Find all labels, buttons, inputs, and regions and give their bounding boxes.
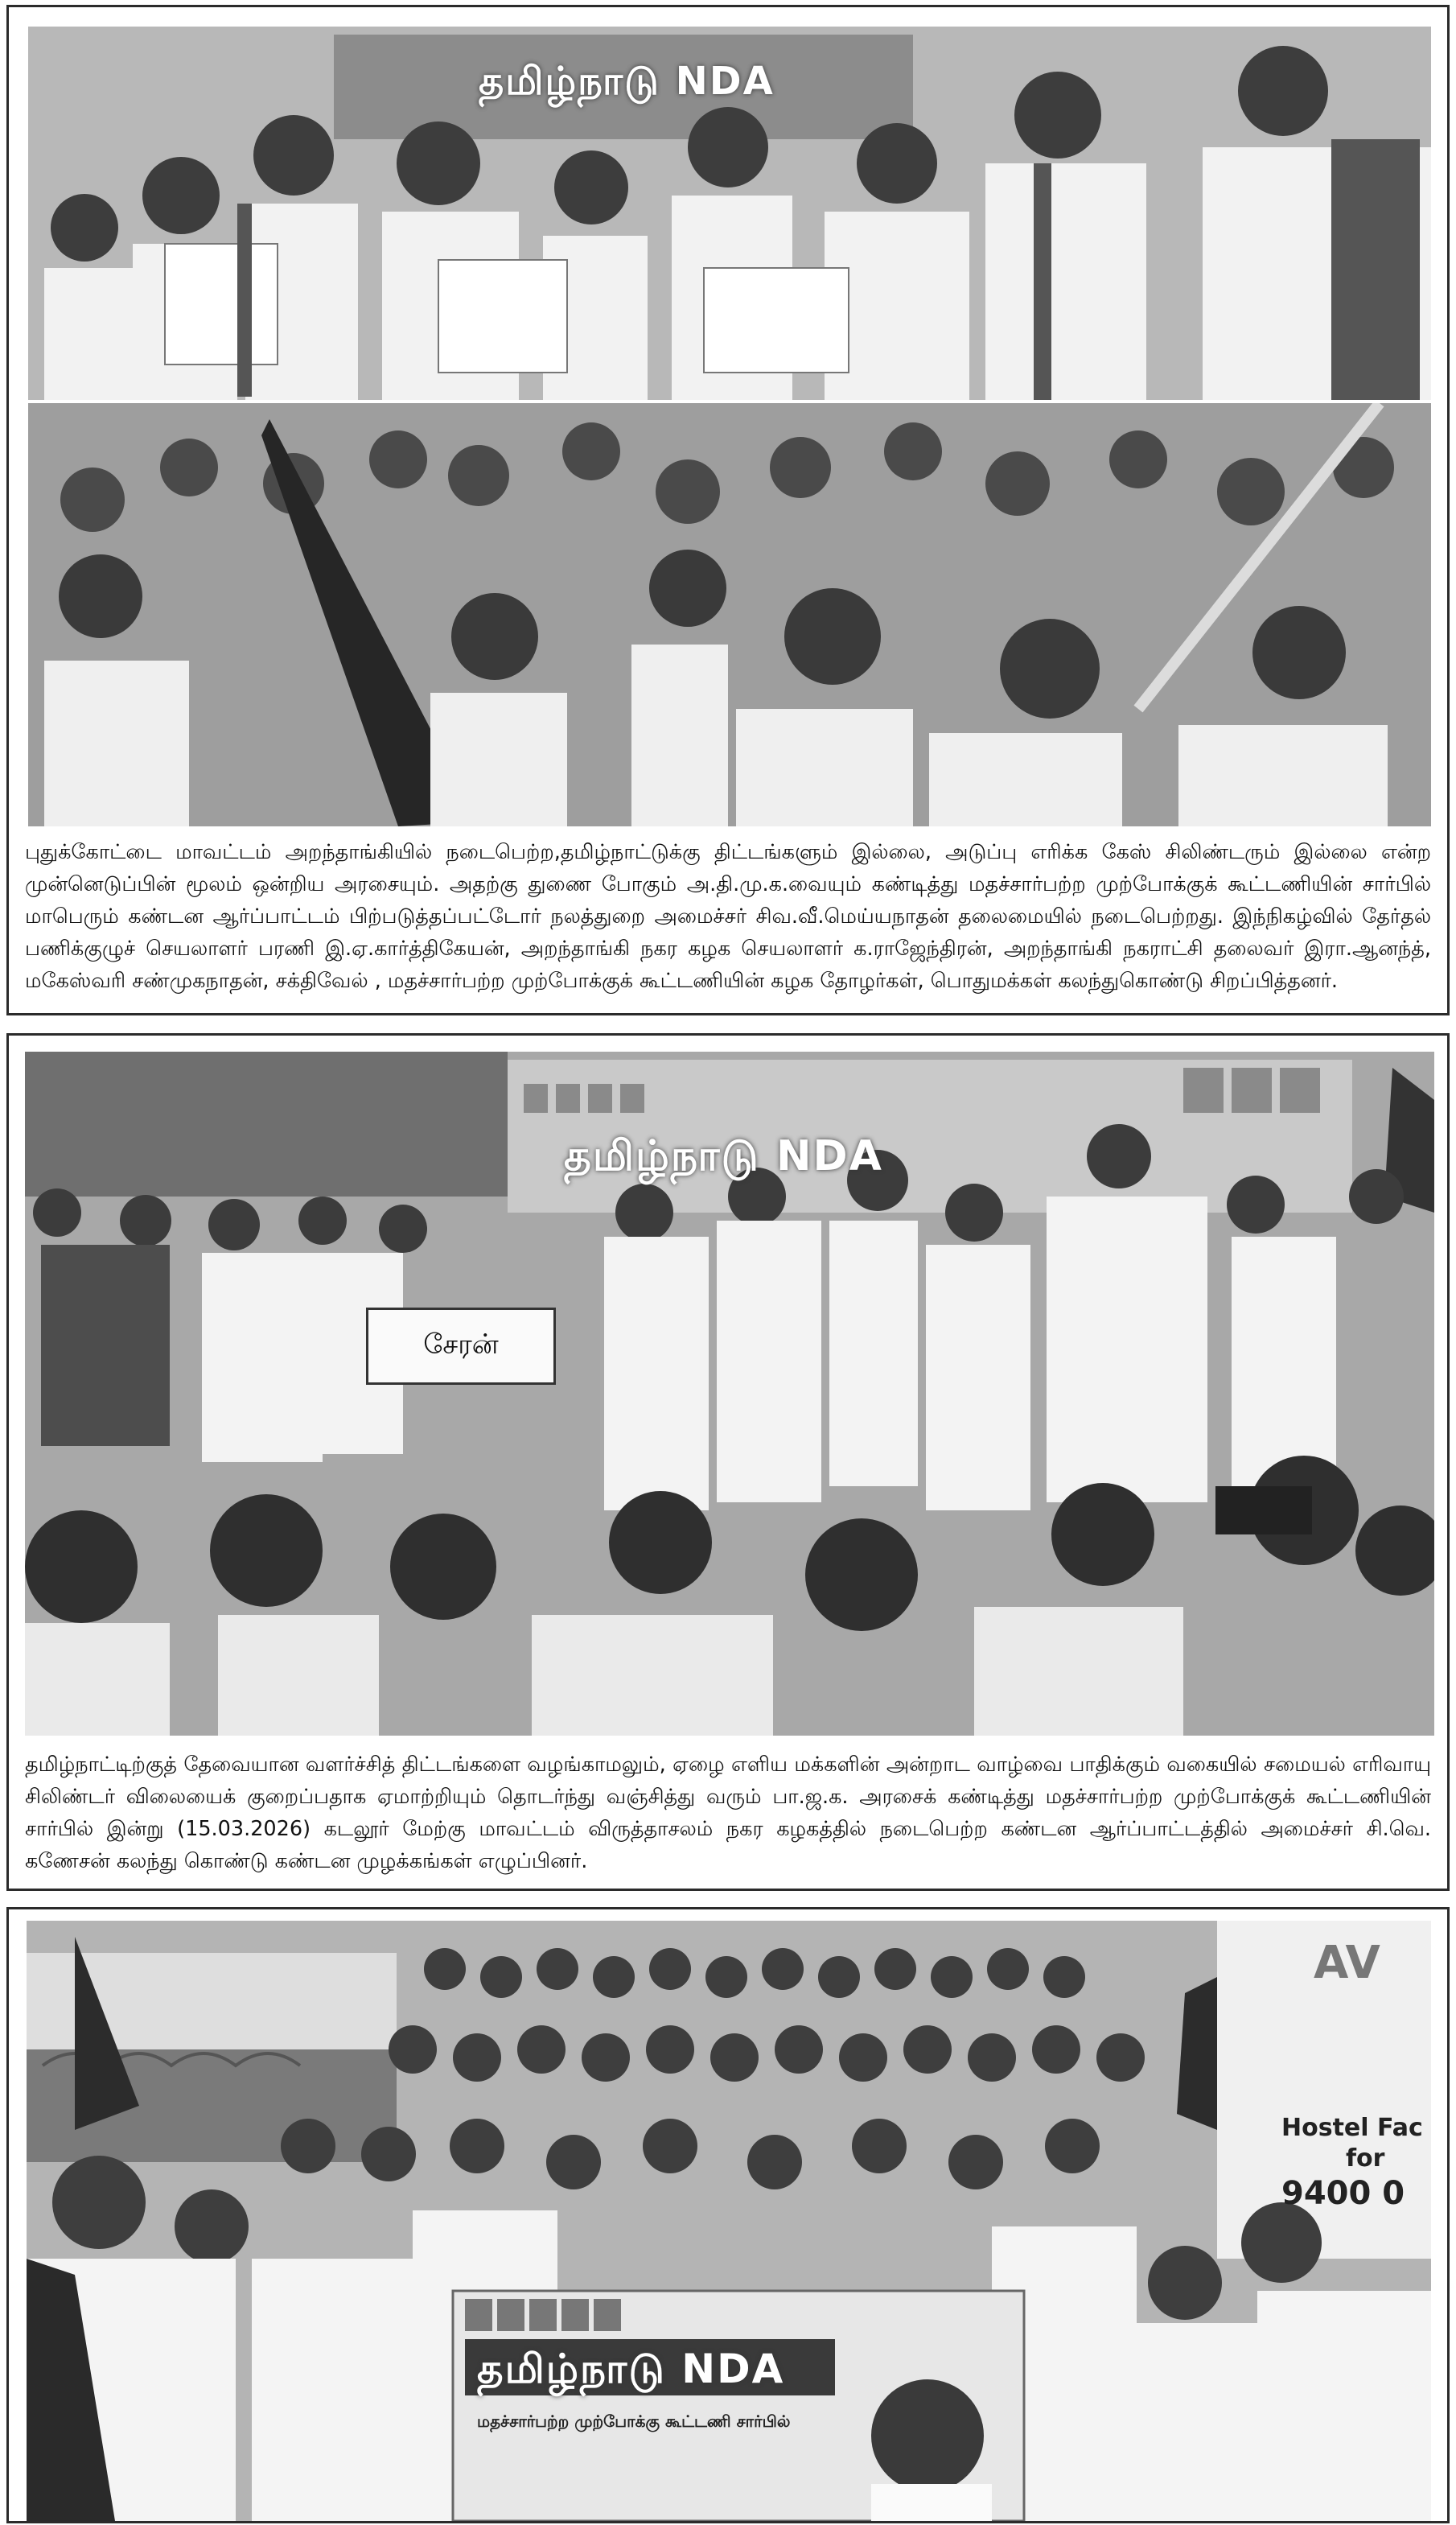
podium-sign: சேரன்	[366, 1308, 556, 1385]
protest-banner-title: தமிழ்நாடு NDA	[477, 2346, 785, 2392]
news-caption-1: புதுக்கோட்டை மாவட்டம் அறந்தாங்கியில் நடைபெற்ற,தமிழ்நாட்டுக்கு திட்டங்களும் இல்லை, அடுப்பு எரிக்க கேஸ் சிலிண்டரும் இல்லை என்ற முன்னெடுப்பின் மூலம் ஒன்றிய அரசையும். அதற்கு துணை போகும் அ.தி.மு.க.வையும் கண்டித்து மதச்சார்பற்ற முற்போக்குக் கூட்டணியின் சார்பில் மாபெரும் கண்டன ஆர்ப்பாட்டம் பிற்படுத்தப்பட்டோர் நலத்துறை அமைச்சர் சிவ.வீ.மெய்யநாதன் தலைமையில் நடைபெற்றது. இந்நிகழ்வில் தேர்தல் பணிக்குழுச் செயலாளர் பரணி இ.ஏ.கார்த்திகேயன், அறந்தாங்கி நகர கழக செயலாளர் க.ராஜேந்திரன், அறந்தாங்கி நகராட்சி தலைவர் இரா.ஆனந்த், மகேஸ்வரி சண்முகநாதன், சக்திவேல் , மதச்சார்பற்ற முற்போக்குக் கூட்டணியின் கழக தோழர்கள், பொதுமக்கள் கலந்துகொண்டு சிறப்பித்தனர்.	[25, 840, 1431, 993]
news-panel-2	[6, 1033, 1450, 1891]
leaders-holding-papers-photo	[28, 27, 1431, 400]
roadside-ad-text-4: 9400 0	[1281, 2175, 1405, 2212]
news-panel-1	[6, 5, 1450, 1015]
roadside-ad-text-2: Hostel Fac	[1281, 2114, 1423, 2142]
protest-banner-subtext: மதச்சார்பற்ற முற்போக்கு கூட்டணி சார்பில்	[477, 2412, 791, 2431]
minister-addressing-crowd-photo	[25, 1052, 1434, 1736]
photo-banner-text: தமிழ்நாடு NDA	[479, 59, 775, 104]
photo-banner-text: தமிழ்நாடு NDA	[564, 1132, 883, 1180]
protest-group-with-banner-photo	[27, 1921, 1431, 2521]
news-caption-2: தமிழ்நாட்டிற்குத் தேவையான வளர்ச்சித் திட்டங்களை வழங்காமலும், ஏழை எளிய மக்களின் அன்றாட வாழ்வை பாதிக்கும் வகையில் சமையல் எரிவாயு சிலிண்டர் விலையைக் குறைப்பதாக ஏமாற்றியும் தொடர்ந்து வஞ்சித்து வரும் பா.ஜ.க. அரசைக் கண்டித்து மதச்சார்பற்ற முற்போக்குக் கூட்டணியின் சார்பில் இன்று (15.03.2026) கடலூர் மேற்கு மாவட்டம் விருத்தாசலம் நகர கழகத்தில் நடைபெற்ற கண்டன ஆர்ப்பாட்டத்தில் அமைச்சர் சி.வெ. கணேசன் கலந்து கொண்டு கண்டன முழக்கங்கள் எழுப்பினர்.	[25, 1753, 1431, 1873]
roadside-ad-text-3: for	[1346, 2144, 1385, 2173]
crowd-with-flag-photo	[28, 403, 1431, 826]
roadside-ad-text-1: AV	[1314, 1937, 1380, 1989]
news-panel-3	[6, 1907, 1450, 2523]
photo-illustration	[28, 403, 1431, 826]
